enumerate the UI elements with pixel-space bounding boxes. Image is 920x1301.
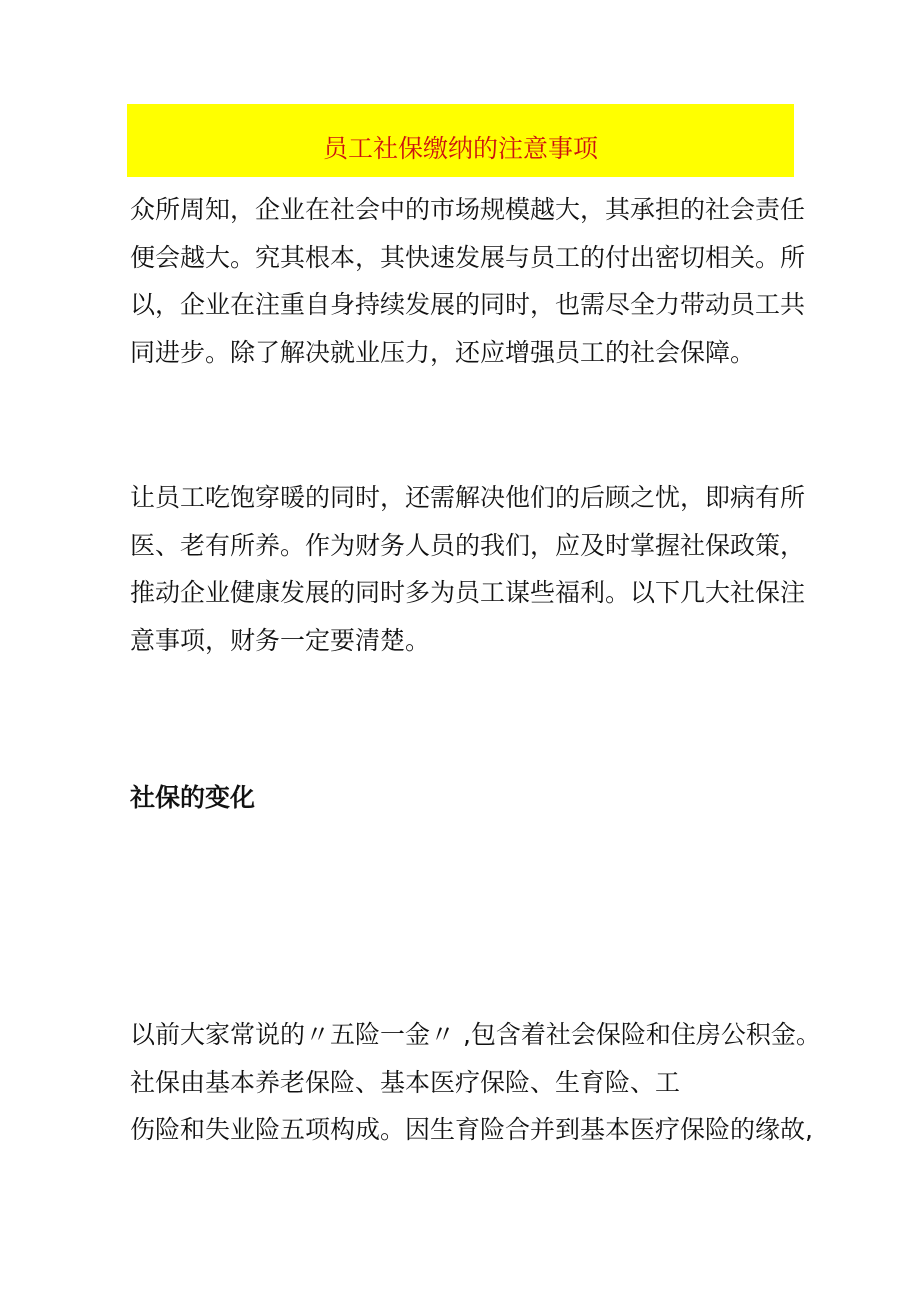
text-line: 社保由基本养老保险、基本医疗保险、生育险、工 xyxy=(130,1067,681,1097)
text-line: 推动企业健康发展的同时多为员工谋些福利。以下几大社保注 xyxy=(130,578,806,607)
title-banner xyxy=(127,104,794,177)
text-line: 以前大家常说的〃五险一金〃 ,包含着社会保险和住房公积金。 xyxy=(130,1020,821,1049)
paragraph-changes xyxy=(130,1011,821,1154)
paragraph-intro xyxy=(130,186,810,376)
text-line: 让员工吃饱穿暖的同时，还需解决他们的后顾之忧，即病有所 xyxy=(130,483,806,512)
document-title: 员工社保缴纳的注意事项 xyxy=(322,133,598,163)
text-line: 便会越大。究其根本，其快速发展与员工的付出密切相关。所 xyxy=(130,242,806,272)
text-line: 伤险和失业险五项构成。因生育险合并到基本医疗保险的缘故, xyxy=(130,1115,813,1144)
text-line: 众所周知，企业在社会中的市场规模越大，其承担的社会责任 xyxy=(130,195,806,224)
text-line: 医、老有所养。作为财务人员的我们，应及时掌握社保政策， xyxy=(130,530,806,560)
text-line: 意事项，财务一定要清楚。 xyxy=(130,625,431,655)
text-line: 以，企业在注重自身持续发展的同时，也需尽全力带动员工共 xyxy=(130,290,806,319)
section-heading: 社保的变化 xyxy=(130,783,256,812)
text-line: 同进步。除了解决就业压力，还应增强员工的社会保障。 xyxy=(130,337,756,367)
paragraph-welfare xyxy=(130,474,810,664)
